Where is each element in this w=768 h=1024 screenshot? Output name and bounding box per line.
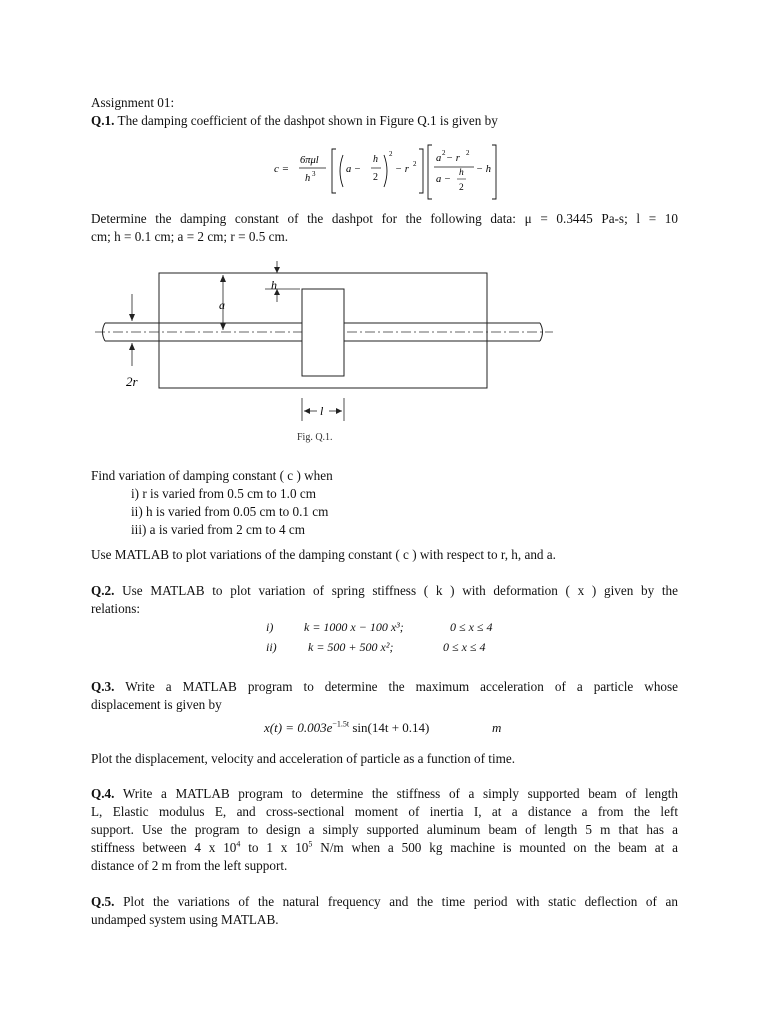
q5-line1-text: Plot the variations of the natural frequency and the time period with static deflection of an — [114, 894, 678, 909]
eq-frac2-den-a: a − — [436, 174, 451, 185]
eq-frac2-den-h: h — [459, 168, 464, 178]
q1-determine-line2: cm; h = 0.1 cm; a = 2 cm; r = 0.5 cm. — [91, 229, 289, 244]
q1-intro-text: The damping coefficient of the dashpot shown in Figure Q.1 is given by — [114, 113, 498, 128]
q4-exp1: 4 — [236, 839, 241, 849]
eq-frac2-num-a: a — [436, 153, 442, 164]
q3-eq-rhs: sin(14t + 0.14) — [349, 720, 430, 735]
q2-rel2-range: 0 ≤ x ≤ 4 — [443, 640, 486, 654]
q2-line2: relations: — [91, 601, 141, 616]
q1-equation — [270, 143, 500, 201]
q4-exp2: 5 — [308, 839, 313, 849]
fig-label-a: a — [219, 298, 225, 312]
eq-frac2-den-2: 2 — [459, 183, 464, 193]
q4-line4 — [91, 839, 678, 857]
fig-label-l: l — [320, 404, 324, 418]
q3-line1 — [91, 678, 678, 696]
q4-line4a: stiffness between 4 x 10 — [91, 840, 237, 855]
eq-frac2-num-r-exp: 2 — [466, 149, 470, 157]
q2-label: Q.2. — [91, 583, 115, 598]
eq-frac2-num-minus: − r — [446, 153, 460, 164]
q2-rel1-range: 0 ≤ x ≤ 4 — [450, 620, 493, 634]
eq-minus-h: − h — [476, 164, 491, 175]
q1-determine-line1: Determine the damping constant of the dashpot for the following data: μ = 0.3445 Pa-s; l = 10 — [91, 211, 678, 226]
q4-line1-text: Write a MATLAB program to determine the stiffness of a simply supported beam of length — [114, 786, 678, 801]
eq-coef-den: h — [305, 173, 311, 184]
q2-line1-text: Use MATLAB to plot variation of spring stiffness ( k ) with deformation ( x ) given by the — [114, 583, 678, 598]
q2-rel2-num: ii) — [266, 640, 277, 654]
q3-line1-text: Write a MATLAB program to determine the maximum acceleration of a particle whose — [114, 679, 678, 694]
q1-intro — [91, 112, 678, 130]
fig-label-2r: 2r — [126, 374, 138, 389]
q1-item-1: i) r is varied from 0.5 cm to 1.0 cm — [131, 486, 316, 501]
q4-line4c: N/m when a 500 kg machine is mounted on the beam at a — [312, 840, 678, 855]
q3-line2: displacement is given by — [91, 697, 222, 712]
q3-plot-line: Plot the displacement, velocity and acceleration of particle as a function of time. — [91, 751, 516, 766]
q4-line5: distance of 2 m from the left support. — [91, 858, 288, 873]
q2-rel2-expr: k = 500 + 500 x²; — [308, 640, 394, 654]
eq-frac2-num-a-exp: 2 — [442, 149, 446, 157]
q4-line2: L, Elastic modulus E, and cross-sectional moment of inertia I, at a distance a from the left — [91, 804, 678, 819]
assignment-title: Assignment 01: — [91, 95, 175, 110]
eq-two: 2 — [373, 172, 378, 183]
q2-rel1-num: i) — [266, 620, 274, 634]
eq-h-over: h — [373, 154, 378, 165]
q5-line1 — [91, 893, 678, 911]
eq-coef-den-exp: 3 — [312, 170, 316, 178]
q3-eq-exp: −1.5t — [332, 719, 350, 729]
q5-label: Q.5. — [91, 894, 115, 909]
q4-line3: support. Use the program to design a simply supported aluminum beam of length 5 m that has a — [91, 822, 678, 837]
q3-equation — [264, 720, 429, 736]
q3-eq-unit: m — [492, 720, 502, 735]
q1-find-variation: Find variation of damping constant ( c ) when — [91, 468, 333, 483]
fig-label-h: h — [271, 278, 277, 292]
q1-use-matlab: Use MATLAB to plot variations of the damping constant ( c ) with respect to r, h, and a. — [91, 547, 556, 562]
q1-item-2: ii) h is varied from 0.05 cm to 0.1 cm — [131, 504, 329, 519]
q1-item-3: iii) a is varied from 2 cm to 4 cm — [131, 522, 305, 537]
q4-line1 — [91, 785, 678, 803]
q2-line1 — [91, 582, 678, 600]
eq-bracket-a: a − — [346, 164, 361, 175]
eq-lhs: c = — [274, 163, 290, 175]
figure-caption: Fig. Q.1. — [297, 432, 333, 443]
eq-coef-num: 6πμl — [300, 155, 319, 166]
q1-label: Q.1. — [91, 113, 115, 128]
q4-line4b: to 1 x 10 — [240, 840, 309, 855]
q4-label: Q.4. — [91, 786, 115, 801]
q3-label: Q.3. — [91, 679, 115, 694]
dashpot-figure — [95, 258, 565, 430]
q5-line2: undamped system using MATLAB. — [91, 912, 279, 927]
eq-minus-r: − r — [395, 164, 409, 175]
q3-eq-lhs: x(t) = 0.003e — [264, 720, 333, 735]
eq-sq: 2 — [389, 150, 393, 158]
eq-r-exp: 2 — [413, 160, 417, 168]
q2-rel1-expr: k = 1000 x − 100 x³; — [304, 620, 404, 634]
